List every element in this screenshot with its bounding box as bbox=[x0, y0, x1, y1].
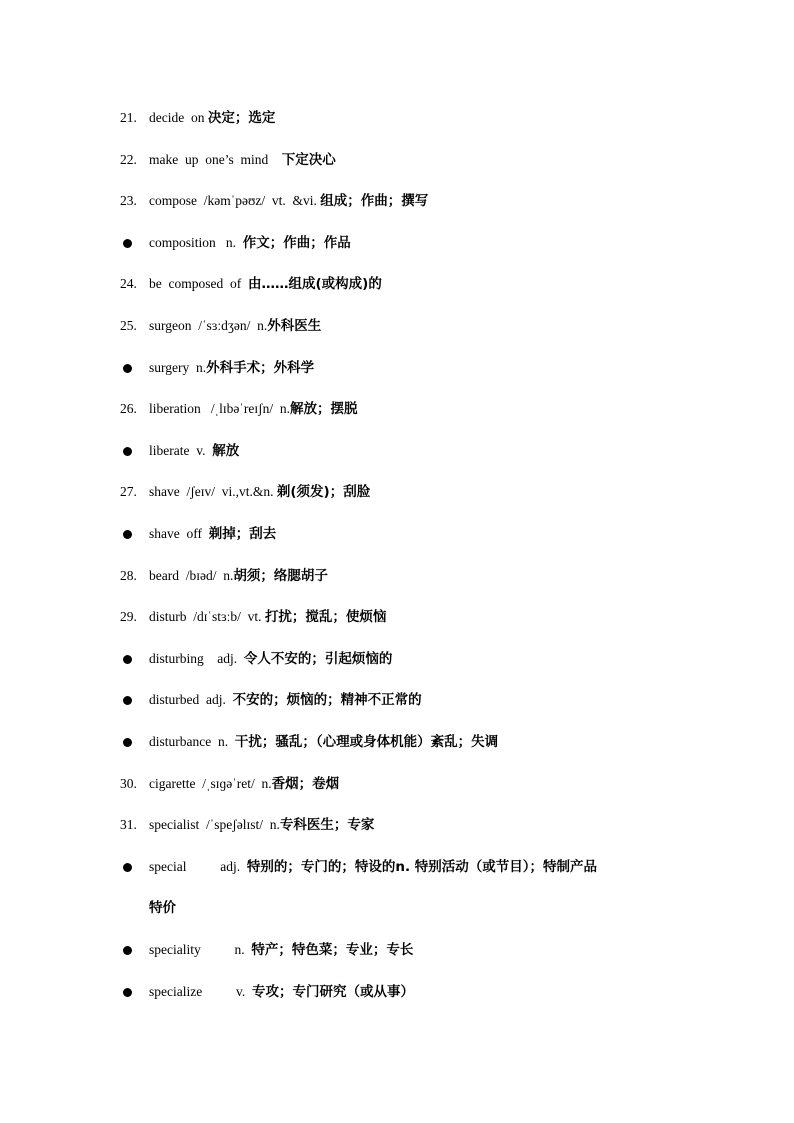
entry-english: disturbance n. bbox=[149, 734, 235, 749]
entry-number: 26. bbox=[120, 401, 137, 416]
entry-chinese: 不安的；烦恼的；精神不正常的 bbox=[232, 692, 422, 708]
entry-english: specialize v. bbox=[149, 984, 252, 999]
entry-chinese: 外科手术；外科学 bbox=[206, 360, 315, 376]
bullet-icon bbox=[123, 239, 132, 248]
vocab-entry bbox=[120, 688, 754, 712]
entry-chinese: 专科医生；专家 bbox=[279, 817, 375, 833]
vocab-entry bbox=[120, 564, 754, 588]
vocab-entry bbox=[120, 647, 754, 671]
entry-english: liberation /ˌlɪbəˈreɪʃn/ n. bbox=[149, 401, 290, 416]
entry-chinese: 决定；选定 bbox=[207, 110, 276, 126]
entry-number: 28. bbox=[120, 568, 137, 583]
entry-english: liberate v. bbox=[149, 443, 213, 458]
vocab-entry bbox=[120, 106, 754, 130]
bullet-icon bbox=[123, 655, 132, 664]
bullet-icon bbox=[123, 738, 132, 747]
entry-english: compose /kəmˈpəʊz/ vt. &vi. bbox=[149, 193, 321, 208]
entry-chinese: 剃掉；刮去 bbox=[208, 526, 277, 542]
vocab-entry bbox=[120, 397, 754, 421]
entry-number: 27. bbox=[120, 484, 137, 499]
vocab-entry bbox=[120, 772, 754, 796]
entry-chinese: 剃(须发)；刮脸 bbox=[276, 484, 371, 500]
bullet-icon bbox=[123, 988, 132, 997]
entry-chinese: 解放 bbox=[212, 443, 240, 459]
entry-chinese: 下定决心 bbox=[281, 152, 336, 168]
entry-english: beard /bɪəd/ n. bbox=[149, 568, 234, 583]
vocab-entry bbox=[120, 356, 754, 380]
entry-english: disturbing adj. bbox=[149, 651, 244, 666]
bullet-icon bbox=[123, 946, 132, 955]
entry-chinese: 特产；特色菜；专业；专长 bbox=[251, 942, 414, 958]
vocab-entry bbox=[120, 148, 754, 172]
vocab-entry bbox=[120, 231, 754, 255]
bullet-icon bbox=[123, 863, 132, 872]
vocab-entry bbox=[120, 980, 754, 1004]
entry-english: surgery n. bbox=[149, 360, 207, 375]
entry-number: 24. bbox=[120, 276, 137, 291]
entry-english: shave /ʃeɪv/ vi.,vt.&n. bbox=[149, 484, 277, 499]
entry-chinese: 外科医生 bbox=[267, 318, 322, 334]
entry-chinese: 作文；作曲；作品 bbox=[242, 235, 351, 251]
entry-english: disturb /dɪˈstɜːb/ vt. bbox=[149, 609, 265, 624]
entry-english: cigarette /ˌsɪɡəˈret/ n. bbox=[149, 776, 272, 791]
entry-chinese: 解放；摆脱 bbox=[289, 401, 358, 417]
vocab-entry bbox=[120, 730, 754, 754]
vocab-entry bbox=[120, 480, 754, 504]
entry-chinese: 香烟；卷烟 bbox=[271, 776, 340, 792]
entry-chinese: 由……组成(或构成)的 bbox=[247, 276, 382, 292]
bullet-icon bbox=[123, 696, 132, 705]
entry-english: decide on bbox=[149, 110, 208, 125]
entry-chinese: 专攻；专门研究（或从事） bbox=[251, 984, 414, 1000]
entry-continuation: 特价 bbox=[149, 900, 176, 916]
entry-english: specialist /ˈspeʃəlɪst/ n. bbox=[149, 817, 280, 832]
entry-chinese: 胡须；络腮胡子 bbox=[233, 568, 328, 584]
bullet-icon bbox=[123, 364, 132, 373]
vocab-entry bbox=[120, 522, 754, 546]
bullet-icon bbox=[123, 530, 132, 539]
entry-english: disturbed adj. bbox=[149, 692, 233, 707]
entry-number: 29. bbox=[120, 609, 137, 624]
entry-english: surgeon /ˈsɜːdʒən/ n. bbox=[149, 318, 268, 333]
entry-english: shave off bbox=[149, 526, 209, 541]
bullet-icon bbox=[123, 447, 132, 456]
vocab-entry bbox=[120, 813, 754, 837]
vocab-entry bbox=[120, 272, 754, 296]
vocab-entry bbox=[120, 314, 754, 338]
entry-number: 25. bbox=[120, 318, 137, 333]
entry-chinese: 打扰；搅乱；使烦恼 bbox=[264, 609, 387, 625]
vocab-entry bbox=[120, 855, 754, 879]
entry-english: make up one’s mind bbox=[149, 152, 282, 167]
entry-english: be composed of bbox=[149, 276, 248, 291]
entry-english: special adj. bbox=[149, 859, 247, 874]
entry-number: 31. bbox=[120, 817, 137, 832]
entry-english: composition n. bbox=[149, 235, 243, 250]
entry-chinese: 组成；作曲；撰写 bbox=[320, 193, 429, 209]
vocab-entry bbox=[120, 938, 754, 962]
entry-number: 30. bbox=[120, 776, 137, 791]
vocab-entry bbox=[120, 189, 754, 213]
vocab-entry bbox=[120, 439, 754, 463]
vocab-entry bbox=[120, 605, 754, 629]
entry-number: 22. bbox=[120, 152, 137, 167]
entry-number: 21. bbox=[120, 110, 137, 125]
entry-chinese: 特别的；专门的；特设的n. 特别活动（或节目）；特制产品 bbox=[246, 859, 598, 875]
entry-chinese: 令人不安的；引起烦恼的 bbox=[243, 651, 393, 667]
entry-english: speciality n. bbox=[149, 942, 252, 957]
entry-chinese: 干扰；骚乱；（心理或身体机能）紊乱；失调 bbox=[234, 734, 499, 750]
entry-number: 23. bbox=[120, 193, 137, 208]
